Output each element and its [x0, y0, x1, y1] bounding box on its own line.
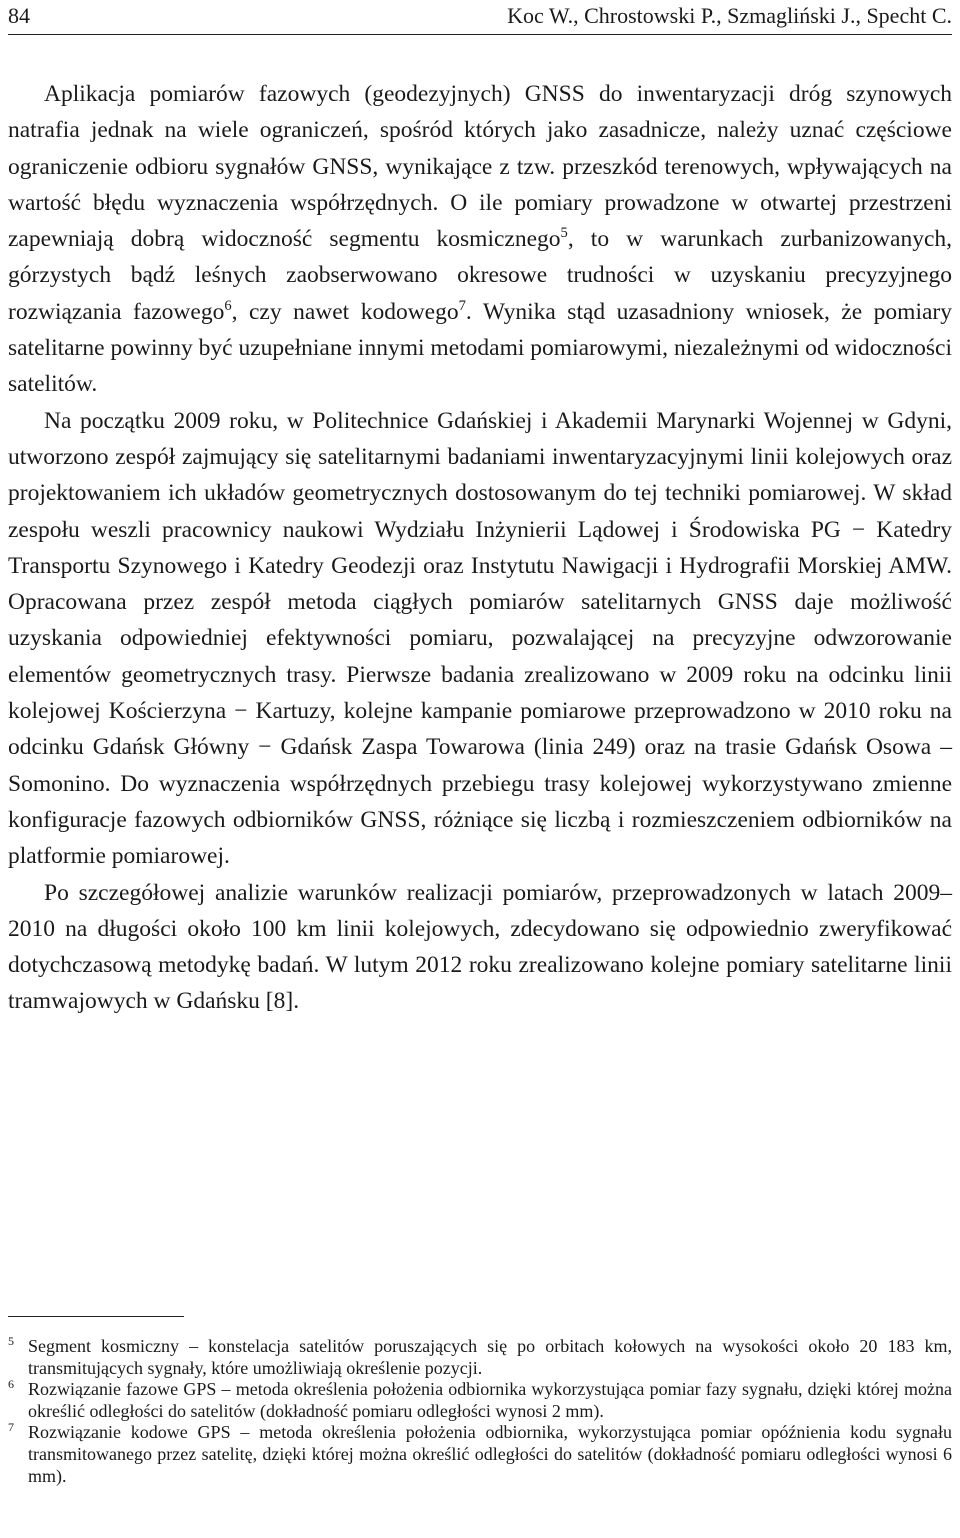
footnote-ref-7: 7: [458, 297, 466, 314]
footnote-text: Rozwiązanie fazowe GPS – metoda określenia położenia odbiornika wykorzystująca pomiar fazy sygnału, dzięki której można określić odległości do satelitów (dokładność pomiaru odległości wynosi 2 mm).: [28, 1379, 952, 1421]
page-number: 84: [8, 3, 30, 28]
footnote-5: [8, 1336, 952, 1379]
main-text: [8, 76, 952, 1020]
paragraph-1-text-c: , czy nawet kodowego: [231, 298, 459, 325]
footnotes: [8, 1336, 952, 1487]
footnote-number: 6: [8, 1377, 14, 1392]
footnote-ref-6: 6: [224, 297, 232, 314]
running-head-authors: Koc W., Chrostowski P., Szmagliński J., Specht C.: [507, 3, 952, 28]
paragraph-3: Po szczegółowej analizie warunków realizacji pomiarów, przeprowadzonych w latach 2009–2010 na długości około 100 km linii kolejowych, zdecydowano się odpowiednio zweryfikować dotychczasową metodykę badań. W lutym 2012 roku zrealizowano kolejne pomiary satelitarne linii tramwajowych w Gdańsku [8].: [8, 879, 952, 1015]
page-header: [8, 0, 952, 35]
footnote-separator: [8, 1316, 184, 1317]
paragraph-1-text-d: . Wynika stąd uzasadniony wniosek, że pomiary satelitarne powinny być uzupełniane innymi metodami pomiarowymi, niezależnymi od widoczności satelitów.: [8, 298, 952, 398]
footnote-ref-5: 5: [560, 225, 568, 242]
paragraph-1-text-b: , to w warunkach zurbanizowanych, górzystych bądź leśnych zaobserwowano okresowe trudności w uzyskaniu precyzyjnego rozwiązania fazowego: [8, 226, 952, 325]
footnote-number: 7: [8, 1420, 14, 1435]
paragraph-1: [8, 76, 952, 403]
footnote-6: [8, 1379, 952, 1422]
paragraph-2: Na początku 2009 roku, w Politechnice Gdańskiej i Akademii Marynarki Wojennej w Gdyni, utworzono zespół zajmujący się satelitarnymi badaniami inwentaryzacyjnymi linii kolejowych oraz projektowaniem ich układów geometrycznych dostosowanym do tej techniki pomiarowej. W skład zespołu weszli pracownicy naukowi Wydziału Inżynierii Lądowej i Środowiska PG − Katedry Transportu Szynowego i Katedry Geodezji oraz Instytutu Nawigacji i Hydrografii Morskiej AMW. Opracowana przez zespół metoda ciągłych pomiarów satelitarnych GNSS daje możliwość uzyskania odpowiedniej efektywności pomiaru, pozwalającej na precyzyjne odwzorowanie elementów geometrycznych trasy. Pierwsze badania zrealizowano w 2009 roku na odcinku linii kolejowej Kościerzyna − Kartuzy, kolejne kampanie pomiarowe przeprowadzono w 2010 roku na odcinku Gdańsk Główny − Gdańsk Zaspa Towarowa (linia 249) oraz na trasie Gdańsk Osowa – Somonino. Do wyznaczenia współrzędnych przebiegu trasy kolejowej wykorzystywano zmienne konfiguracje fazowych odbiorników GNSS, różniące się liczbą i rozmieszczeniem odbiorników na platformie pomiarowej.: [8, 407, 952, 870]
footnote-text: Segment kosmiczny – konstelacja satelitów poruszających się po orbitach kołowych na wysokości około 20 183 km, transmitujących sygnały, które umożliwiają określenie pozycji.: [28, 1336, 952, 1378]
footnote-text: Rozwiązanie kodowe GPS – metoda określenia położenia odbiornika, wykorzystująca pomiar opóźnienia kodu sygnału transmitowanego przez satelitę, dzięki której można określić odległości do satelitów (dokładność pomiaru odległości wynosi 6 mm).: [28, 1422, 952, 1486]
paragraph-1-text-a: Aplikacja pomiarów fazowych (geodezyjnych) GNSS do inwentaryzacji dróg szynowych natrafia jednak na wiele ograniczeń, spośród których jako zasadnicze, należy uznać częściowe ograniczenie odbioru sygnałów GNSS, wynikające z tzw. przeszkód terenowych, wpływających na wartość błędu wyznaczenia współrzędnych. O ile pomiary prowadzone w otwartej przestrzeni zapewniają dobrą widoczność segmentu kosmicznego: [8, 81, 952, 253]
footnote-7: [8, 1422, 952, 1487]
footnote-number: 5: [8, 1334, 14, 1348]
